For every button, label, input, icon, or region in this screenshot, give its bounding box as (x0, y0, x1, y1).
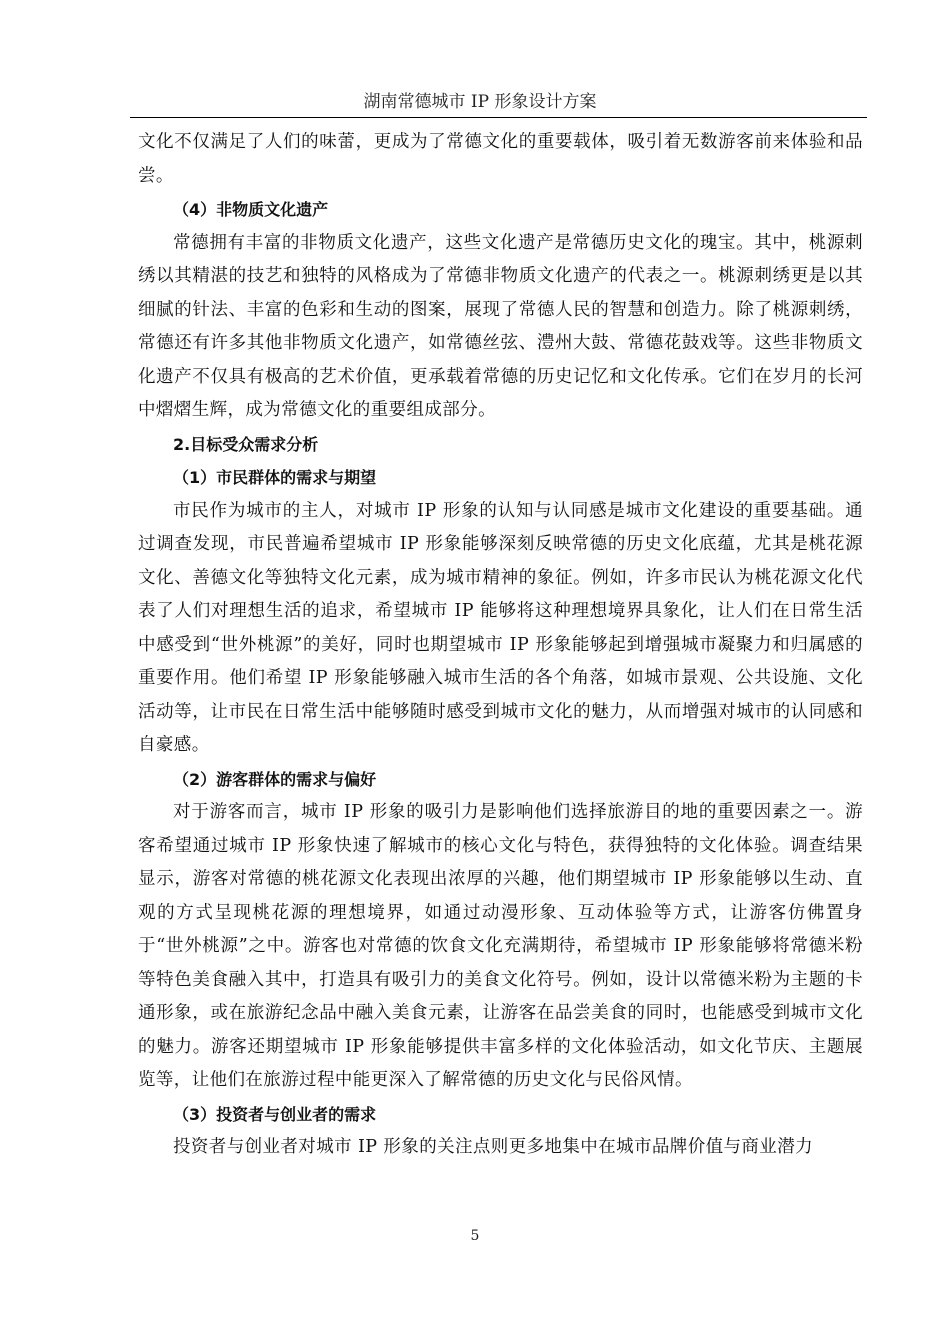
paragraph-citizens: 市民作为城市的主人，对城市 IP 形象的认知与认同感是城市文化建设的重要基础。通过调查发现，市民普遍希望城市 IP 形象能够深刻反映常德的历史文化底蕴，尤其是桃花源文化、善德文化等独特文化元素，成为城市精神的象征。例如，许多市民认为桃花源文化代表了人们对理想生活的追求，希望城市 IP 能够将这种理想境界具象化，让人们在日常生活中感受到“世外桃源”的美好，同时也期望城市 IP 形象能够起到增强城市凝聚力和归属感的重要作用。他们希望 IP 形象能够融入城市生活的各个角落，如城市景观、公共设施、文化活动等，让市民在日常生活中能够随时感受到城市文化的魅力，从而增强对城市的认同感和自豪感。 (138, 500, 863, 755)
section-heading-investors: （3）投资者与创业者的需求 (173, 1104, 377, 1124)
section-heading-intangible-heritage: （4）非物质文化遗产 (173, 200, 329, 219)
paragraph-intangible-heritage: 常德拥有丰富的非物质文化遗产，这些文化遗产是常德历史文化的瑰宝。其中，桃源刺绣以其精湛的技艺和独特的风格成为了常德非物质文化遗产的代表之一。桃源刺绣更是以其细腻的针法、丰富的色彩和生动的图案，展现了常德人民的智慧和创造力。除了桃源刺绣，常德还有许多其他非物质文化遗产，如常德丝弦、澧州大鼓、常德花鼓戏等。这些非物质文化遗产不仅具有极高的艺术价值，更承载着常德的历史记忆和文化传承。它们在岁月的长河中熠熠生辉，成为常德文化的重要组成部分。 (138, 232, 863, 420)
section-heading-audience-analysis: 2.目标受众需求分析 (173, 434, 319, 454)
running-header: 湖南常德城市 IP 形象设计方案 (363, 92, 597, 112)
header-rule (130, 117, 867, 118)
document-body (138, 126, 863, 1165)
paragraph-investors: 投资者与创业者对城市 IP 形象的关注点则更多地集中在城市品牌价值与商业潜力 (173, 1137, 814, 1157)
section-heading-tourists: （2）游客群体的需求与偏好 (173, 769, 377, 789)
paragraph-continued: 文化不仅满足了人们的味蕾，更成为了常德文化的重要载体，吸引着无数游客前来体验和品尝。 (138, 132, 863, 186)
section-heading-citizens: （1）市民群体的需求与期望 (173, 468, 377, 487)
page-number: 5 (470, 1228, 480, 1244)
paragraph-tourists: 对于游客而言，城市 IP 形象的吸引力是影响他们选择旅游目的地的重要因素之一。游客希望通过城市 IP 形象快速了解城市的核心文化与特色，获得独特的文化体验。调查结果显示，游客对常德的桃花源文化表现出浓厚的兴趣，他们期望城市 IP 形象能够以生动、直观的方式呈现桃花源的理想境界，如通过动漫形象、互动体验等方式，让游客仿佛置身于“世外桃源”之中。游客也对常德的饮食文化充满期待，希望城市 IP 形象能够将常德米粉等特色美食融入其中，打造具有吸引力的美食文化符号。例如，设计以常德米粉为主题的卡通形象，或在旅游纪念品中融入美食元素，让游客在品尝美食的同时，也能感受到城市文化的魅力。游客还期望城市 IP 形象能够提供丰富多样的文化体验活动，如文化节庆、主题展览等，让他们在旅游过程中能更深入了解常德的历史文化与民俗风情。 (138, 802, 863, 1090)
